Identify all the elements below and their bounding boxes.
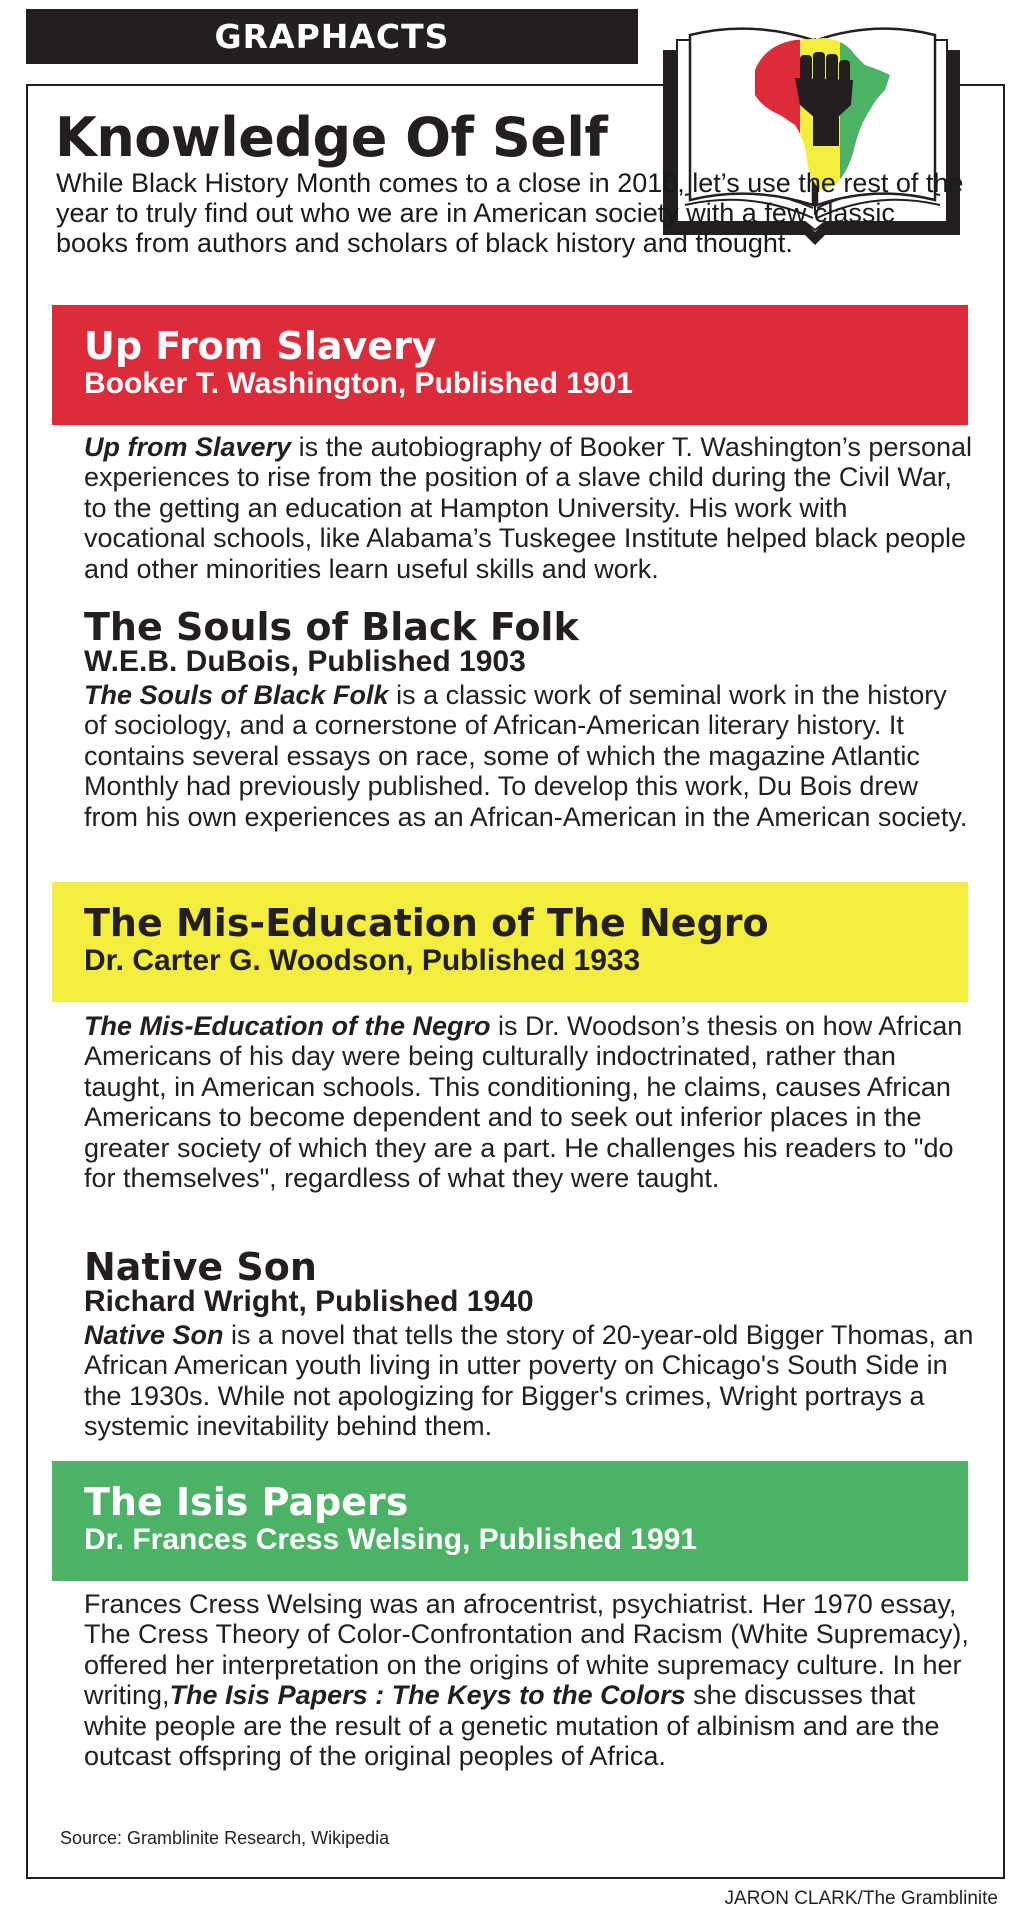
book-description [84,432,974,584]
book-title: The Souls of Black Folk [84,605,579,649]
book-header-mis-education [52,882,968,1002]
book-desc-pre: Frances Cress Welsing was an afrocentrist, psychiatrist. Her 1970 essay, The Cress Theory of Color-Confrontation and Racism (White Supremacy), offered her interpretation on the origins of white supremacy culture. In her writing, [84,1589,969,1711]
intro-text: While Black History Month comes to a close in 2016, let’s use the rest of the year to truly find out who we are in American society with a few classic books from authors and scholars of black history and thought. [56,168,964,258]
book-desc-emphasis: The Souls of Black Folk [84,680,389,710]
book-description [84,680,974,832]
book-desc-text: is a novel that tells the story of 20-year-old Bigger Thomas, an African American youth living in utter poverty on Chicago's South Side in the 1930s. While not apologizing for Bigger's crimes, Wright portrays a systemic inevitability behind them. [84,1320,974,1442]
book-desc-emphasis: The Isis Papers : The Keys to the Colors [169,1680,686,1711]
book-byline: Booker T. Washington, Published 1901 [84,367,633,400]
book-title: The Isis Papers [84,1480,409,1524]
book-title: The Mis-Education of The Negro [84,901,769,945]
book-byline: Dr. Carter G. Woodson, Published 1933 [84,944,641,977]
book-desc-emphasis: Native Son [84,1320,224,1350]
source-note: Source: Gramblinite Research, Wikipedia [60,1828,390,1848]
book-desc-text: is a classic work of seminal work in the history of sociology, and a cornerstone of African-American literary history. It contains several essays on race, some of which the magazine Atlantic Monthly had previously published. To develop this work, Du Bois drew from his own experiences as an African-American in the American society. [84,680,968,832]
book-description [84,1589,974,1771]
book-desc-emphasis: Up from Slavery [84,432,292,462]
book-description [84,1011,974,1193]
book-byline: Dr. Frances Cress Welsing, Published 1991 [84,1523,698,1556]
graphacts-label: GRAPHACTS [26,9,638,64]
book-byline: Richard Wright, Published 1940 [84,1285,534,1318]
book-header-up-from-slavery [52,305,968,425]
book-description [84,1320,974,1442]
book-desc-emphasis: The Mis-Education of the Negro [84,1011,491,1041]
book-header-isis-papers [52,1461,968,1581]
book-title: Up From Slavery [84,324,437,368]
book-byline: W.E.B. DuBois, Published 1903 [84,645,526,678]
book-desc-text: is the autobiography of Booker T. Washington’s personal experiences to rise from the position of a slave child during the Civil War, to the getting an education at Hampton University. His work with vocational schools, like Alabama’s Tuskegee Institute helped black people and other minorities learn useful skills and work. [84,432,972,584]
book-desc-text: she discusses that white people are the result of a genetic mutation of albinism and are the outcast offspring of the original peoples of Africa. [84,1680,940,1772]
page-title: Knowledge Of Self [55,106,608,169]
credit-line: JARON CLARK/The Gramblinite [724,1888,998,1909]
book-title: Native Son [84,1245,317,1289]
book-desc-text: is Dr. Woodson’s thesis on how African Americans of his day were being culturally indoctrinated, rather than taught, in American schools. This conditioning, he claims, causes African Americans to become dependent and to seek out inferior places in the greater society of which they are a part. He challenges his readers to "do for themselves", regardless of what they were taught. [84,1011,963,1194]
